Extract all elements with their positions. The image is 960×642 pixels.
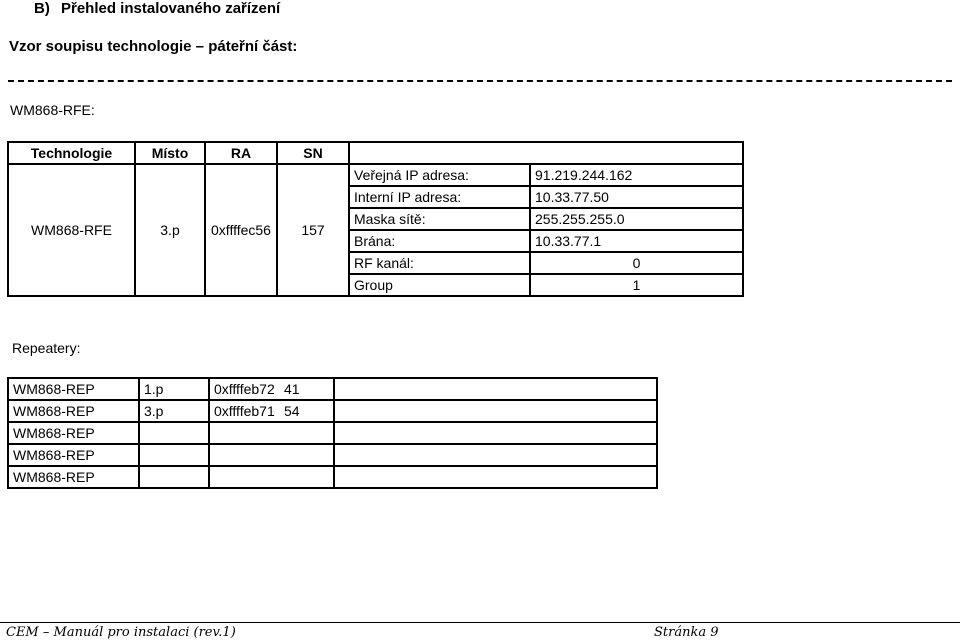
- rep-type: WM868-REP: [8, 444, 139, 466]
- rep-sn: [280, 422, 334, 444]
- rep-type: WM868-REP: [8, 400, 139, 422]
- header-empty: [349, 142, 530, 164]
- detail-label: Maska sítě:: [349, 208, 530, 230]
- rep-empty: [334, 400, 657, 422]
- cell-ra: 0xffffec56: [205, 164, 277, 296]
- header-sn: SN: [277, 142, 349, 164]
- detail-value: 255.255.255.0: [530, 208, 743, 230]
- detail-value: 91.219.244.162: [530, 164, 743, 186]
- rep-empty: [334, 422, 657, 444]
- rep-type: WM868-REP: [8, 422, 139, 444]
- table-row: [8, 444, 657, 466]
- rep-place: [139, 444, 209, 466]
- rep-ra: 0xffffeb71: [209, 400, 280, 422]
- rep-sn: [280, 444, 334, 466]
- table-row: [8, 378, 657, 400]
- rep-sn: 41: [280, 378, 334, 400]
- section-heading: [34, 0, 280, 17]
- footer-document-title: CEM – Manuál pro instalaci (rev.1): [6, 625, 236, 640]
- rep-empty: [334, 466, 657, 488]
- detail-row: [8, 164, 743, 186]
- header-technologie: Technologie: [8, 142, 135, 164]
- table-row: [8, 466, 657, 488]
- cell-sn: 157: [277, 164, 349, 296]
- rep-ra: [209, 466, 280, 488]
- header-ra: RA: [205, 142, 277, 164]
- rep-ra: 0xffffeb72: [209, 378, 280, 400]
- rep-sn: [280, 466, 334, 488]
- device-label: WM868-RFE:: [10, 102, 95, 118]
- header-misto: Místo: [135, 142, 205, 164]
- section-number: B): [34, 0, 50, 17]
- detail-label: Interní IP adresa:: [349, 186, 530, 208]
- section-title: Přehled instalovaného zařízení: [61, 0, 281, 17]
- detail-label: RF kanál:: [349, 252, 530, 274]
- rep-place: [139, 422, 209, 444]
- detail-label: Brána:: [349, 230, 530, 252]
- footer-divider: [0, 622, 960, 623]
- cell-misto: 3.p: [135, 164, 205, 296]
- repeaters-table: [7, 377, 658, 489]
- rep-empty: [334, 378, 657, 400]
- dashed-divider: [8, 80, 952, 82]
- rep-ra: [209, 444, 280, 466]
- rep-type: WM868-REP: [8, 466, 139, 488]
- repeaters-label: Repeatery:: [12, 340, 81, 356]
- header-empty: [530, 142, 743, 164]
- rep-empty: [334, 444, 657, 466]
- sub-heading: Vzor soupisu technologie – páteřní část:: [9, 38, 298, 55]
- rep-type: WM868-REP: [8, 378, 139, 400]
- detail-value: 10.33.77.1: [530, 230, 743, 252]
- table-row: [8, 422, 657, 444]
- footer-page-number: Stránka 9: [654, 625, 719, 640]
- main-device-table: [7, 141, 744, 297]
- cell-technologie: WM868-RFE: [8, 164, 135, 296]
- rep-place: 3.p: [139, 400, 209, 422]
- table-row: [8, 400, 657, 422]
- detail-value: 1: [530, 274, 743, 296]
- detail-label: Group: [349, 274, 530, 296]
- detail-value: 0: [530, 252, 743, 274]
- header-row: [8, 142, 743, 164]
- rep-place: [139, 466, 209, 488]
- detail-label: Veřejná IP adresa:: [349, 164, 530, 186]
- rep-place: 1.p: [139, 378, 209, 400]
- rep-sn: 54: [280, 400, 334, 422]
- rep-ra: [209, 422, 280, 444]
- detail-value: 10.33.77.50: [530, 186, 743, 208]
